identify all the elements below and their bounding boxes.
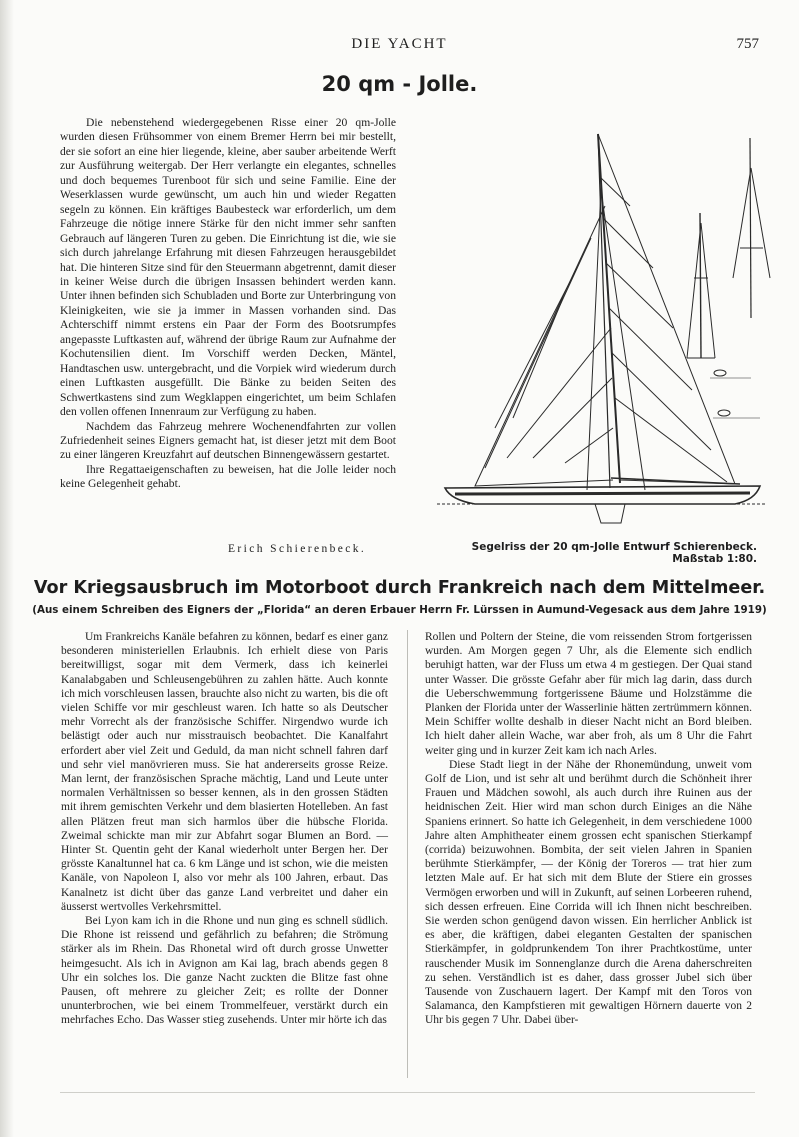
article2-paragraph: Diese Stadt liegt in der Nähe der Rhonemündung, unweit vom Golf de Lion, und ist sehr alt und berühmt durch die Schönheit ihrer Frauen und Mädchen sowohl, als auch durch ihre Ruinen aus der heidnischen Zeit. Hier wird man schon durch Einiges an die Nähe Spaniens erinnert. So hatte ich Gelegenheit, in dem verschiedene 1000 Jahre alten Amphitheater einem grossen echt spanischen Stierkampf (corrida) beizuwohnen. Bombita, der seit vielen Jahren in Spanien berühmte Stierkämpfer, — der König der Toreros — trat hier zum letzten Male auf. Er hat sich mit dem Blute der Stiere ein grosses Vermögen erworben und will in Zukunft, auf seinen Lorbeeren ruhend, sich dessen erfreuen. Eine Corrida will ich Ihnen nicht beschreiben. Sie werden schon genügend davon wissen. Ein herrlicher Anblick ist es aber, die kräftigen, dabei eleganten Gestalten der spanischen Stierkämpfer, in goldprunkendem Ton ihrer Prachtkostüme, unter rauschender Musik im Sonnenglanze durch die Arena daherschreiten zu sehen. Verständlich ist es daher, dass grosser Jubel sich über Tausende von Zuschauern lagert. Der Kampf mit den Toros von Salamanca, den Kampfstieren mit gewaltigen Hörnern dauerte von 2 Uhr bis gegen 7 Uhr. Dabei über- <box>425 758 752 1027</box>
article1-paragraph: Die nebenstehend wiedergegebenen Risse einer 20 qm-Jolle wurden diesen Frühsommer von einem Bremer Herrn bei mir bestellt, der sie sofort an eine hier liegende, kleine, aber sauber arbeitende Werft zur Ausführung weitergab. Der Herr verlangte ein elegantes, schnelles und doch bequemes Turenboot für sich und seine Familie. Eine der Weserklassen wurde gewünscht, um auch hin und wieder Regatten segeln zu können. Ein kräftiges Baubesteck war erforderlich, um dem Fahrzeuge die nötige innere Stärke für den nicht immer sehr sanften Gebrauch auf längeren Turen zu geben. Die Einrichtung ist die, wie sie sich durch jahrelange Erfahrung mit diesen Fahrzeugen herausgebildet hat. Die hinteren Sitze sind für den Steuermann abgetrennt, damit dieser in keiner Weise durch die übrigen Insassen behindert werden kann. Unter ihnen befinden sich Schubladen und Borte zur Unterbringung von Kleinigkeiten, wie sie ja immer in Massen vorhanden sind. Das Achterschiff nimmt erstens ein Paar der Form des Bootsrumpfes angepasste Luftkasten auf, während der übrige Raum zur Aufnahme der Kochutensilien dient. Im Vorschiff werden Decken, Mäntel, Handtaschen usw. untergebracht, und die Vorpiek wird wiederum durch einen Luftkasten ausgefüllt. Die Bänke zu beiden Seiten des Schwertkastens sind zum Wegklappen eingerichtet, um beim Schlafen den vollen offenen Innenraum zur Verfügung zu haben. <box>60 116 396 419</box>
article1-title: 20 qm - Jolle. <box>321 72 478 96</box>
article2-left-column <box>61 630 388 1028</box>
article2-paragraph: Rollen und Poltern der Steine, die vom reissenden Strom fortgerissen wurden. Am Morgen gegen 7 Uhr, als die Elemente sich endlich beruhigt hatten, war der Fluss um etwa 4 m gestiegen. Der Quai stand unter Wasser. Die grösste Gefahr aber für mich lag darin, dass durch die Ueberschwemmung fortgerissene Bäume und Holzstämme die Planken der Florida unter der Wasserlinie hätten zertrümmern können. Mein Schiffer wollte deshalb in dieser Nacht nicht an Bord bleiben. Ich hielt daher allein Wache, war aber froh, als um 8 Uhr die Fahrt weiter ging und in kurzer Zeit kam ich nach Arles. <box>425 631 752 757</box>
article1-author: Erich Schierenbeck. <box>228 543 367 555</box>
page-bottom-rule <box>60 1092 755 1093</box>
article2-right-column <box>425 630 752 1028</box>
page-edge-shadow <box>0 0 14 1137</box>
article2-paragraph: Um Frankreichs Kanäle befahren zu können, bedarf es einer ganz besonderen ministeriellen Erlaubnis. Ich erhielt diese von Paris bereitwilligst, sogar mit dem Vermerk, dass ich keinerlei Kanalabgaben und Schleusengebühren zu zahlen hätte. Auch konnte ich mich vorschleusen lassen, brauchte also nicht zu warten, bis die oft vielen Schiffe vor mir geschleust waren. Ich hatte so als Deutscher mehr Vorrecht als der französische Schiffer. Nirgendwo wurde ich belästigt oder auch nur misstrauisch beobachtet. Die Kanalfahrt erfordert aber viel Zeit und Geduld, da man nicht schnell fahren darf und sehr viel manövrieren muss. Sie hat andererseits grosse Reize. Man lernt, der französischen Sprache mächtig, Land und Leute unter normalen Verhältnissen so besser kennen, als in den grossen Städten mit ihrem gemischten Verkehr und dem blasierten Hotelleben. An fast allen Plätzen freut man sich harmlos über die hübsche Florida. Zweimal schickte man mir zur Abfahrt sogar Blumen an Bord. — Hinter St. Quentin geht der Kanal wiederholt unter Bergen her. Der grösste Kanaltunnel hat ca. 6 km Länge und ist schon, wie die meisten Kanäle, von Napoleon I, also vor mehr als 100 Jahren, erbaut. Das Kanalnetz ist dicht über das ganze Land verbreitet und daher ein äusserst wertvolles Verkehrsmittel. <box>61 631 388 913</box>
running-head: DIE YACHT <box>351 36 448 52</box>
article2-paragraph: Bei Lyon kam ich in die Rhone und nun ging es schnell südlich. Die Rhone ist reissend und gefährlich zu befahren; die Strömung stärker als im Rhein. Das Rhonetal wird oft durch grosse Unwetter heimgesucht. Als ich in Avignon am Kai lag, brach abends gegen 8 Uhr ein solches los. Die ganze Nacht zuckten die Blitze fast ohne Pausen, oft mehrere zu gleicher Zeit; es rollte der Donner ununterbrochen, wie bei einem Trommelfeuer, verstärkt durch ein mehrfaches Echo. Das Wasser stieg zusehends. Unter mir hörte ich das <box>61 915 388 1027</box>
article1-paragraph: Ihre Regattaeigenschaften zu beweisen, hat die Jolle leider noch keine Gelegenheit gehabt. <box>60 462 396 491</box>
article2-subtitle: (Aus einem Schreiben des Eigners der „Florida“ an deren Erbauer Herrn Fr. Lürssen in Aumund-Vegesack aus dem Jahre 1919) <box>32 604 767 616</box>
article2-title: Vor Kriegsausbruch im Motorboot durch Frankreich nach dem Mittelmeer. <box>33 578 766 598</box>
sail-plan-drawing <box>415 128 775 528</box>
figure-caption: Segelriss der 20 qm-Jolle Entwurf Schierenbeck. Maßstab 1:80. <box>471 541 757 565</box>
page-number: 757 <box>736 36 759 52</box>
article1-paragraph: Nachdem das Fahrzeug mehrere Wochenendfahrten zur vollen Zufriedenheit seines Eigners gemacht hat, ist dieser jetzt mit dem Boot zu einer längeren Kreuzfahrt auf deutschen Binnengewässern gestartet. <box>60 419 396 462</box>
column-divider <box>407 630 408 1078</box>
article1-body <box>60 116 396 492</box>
